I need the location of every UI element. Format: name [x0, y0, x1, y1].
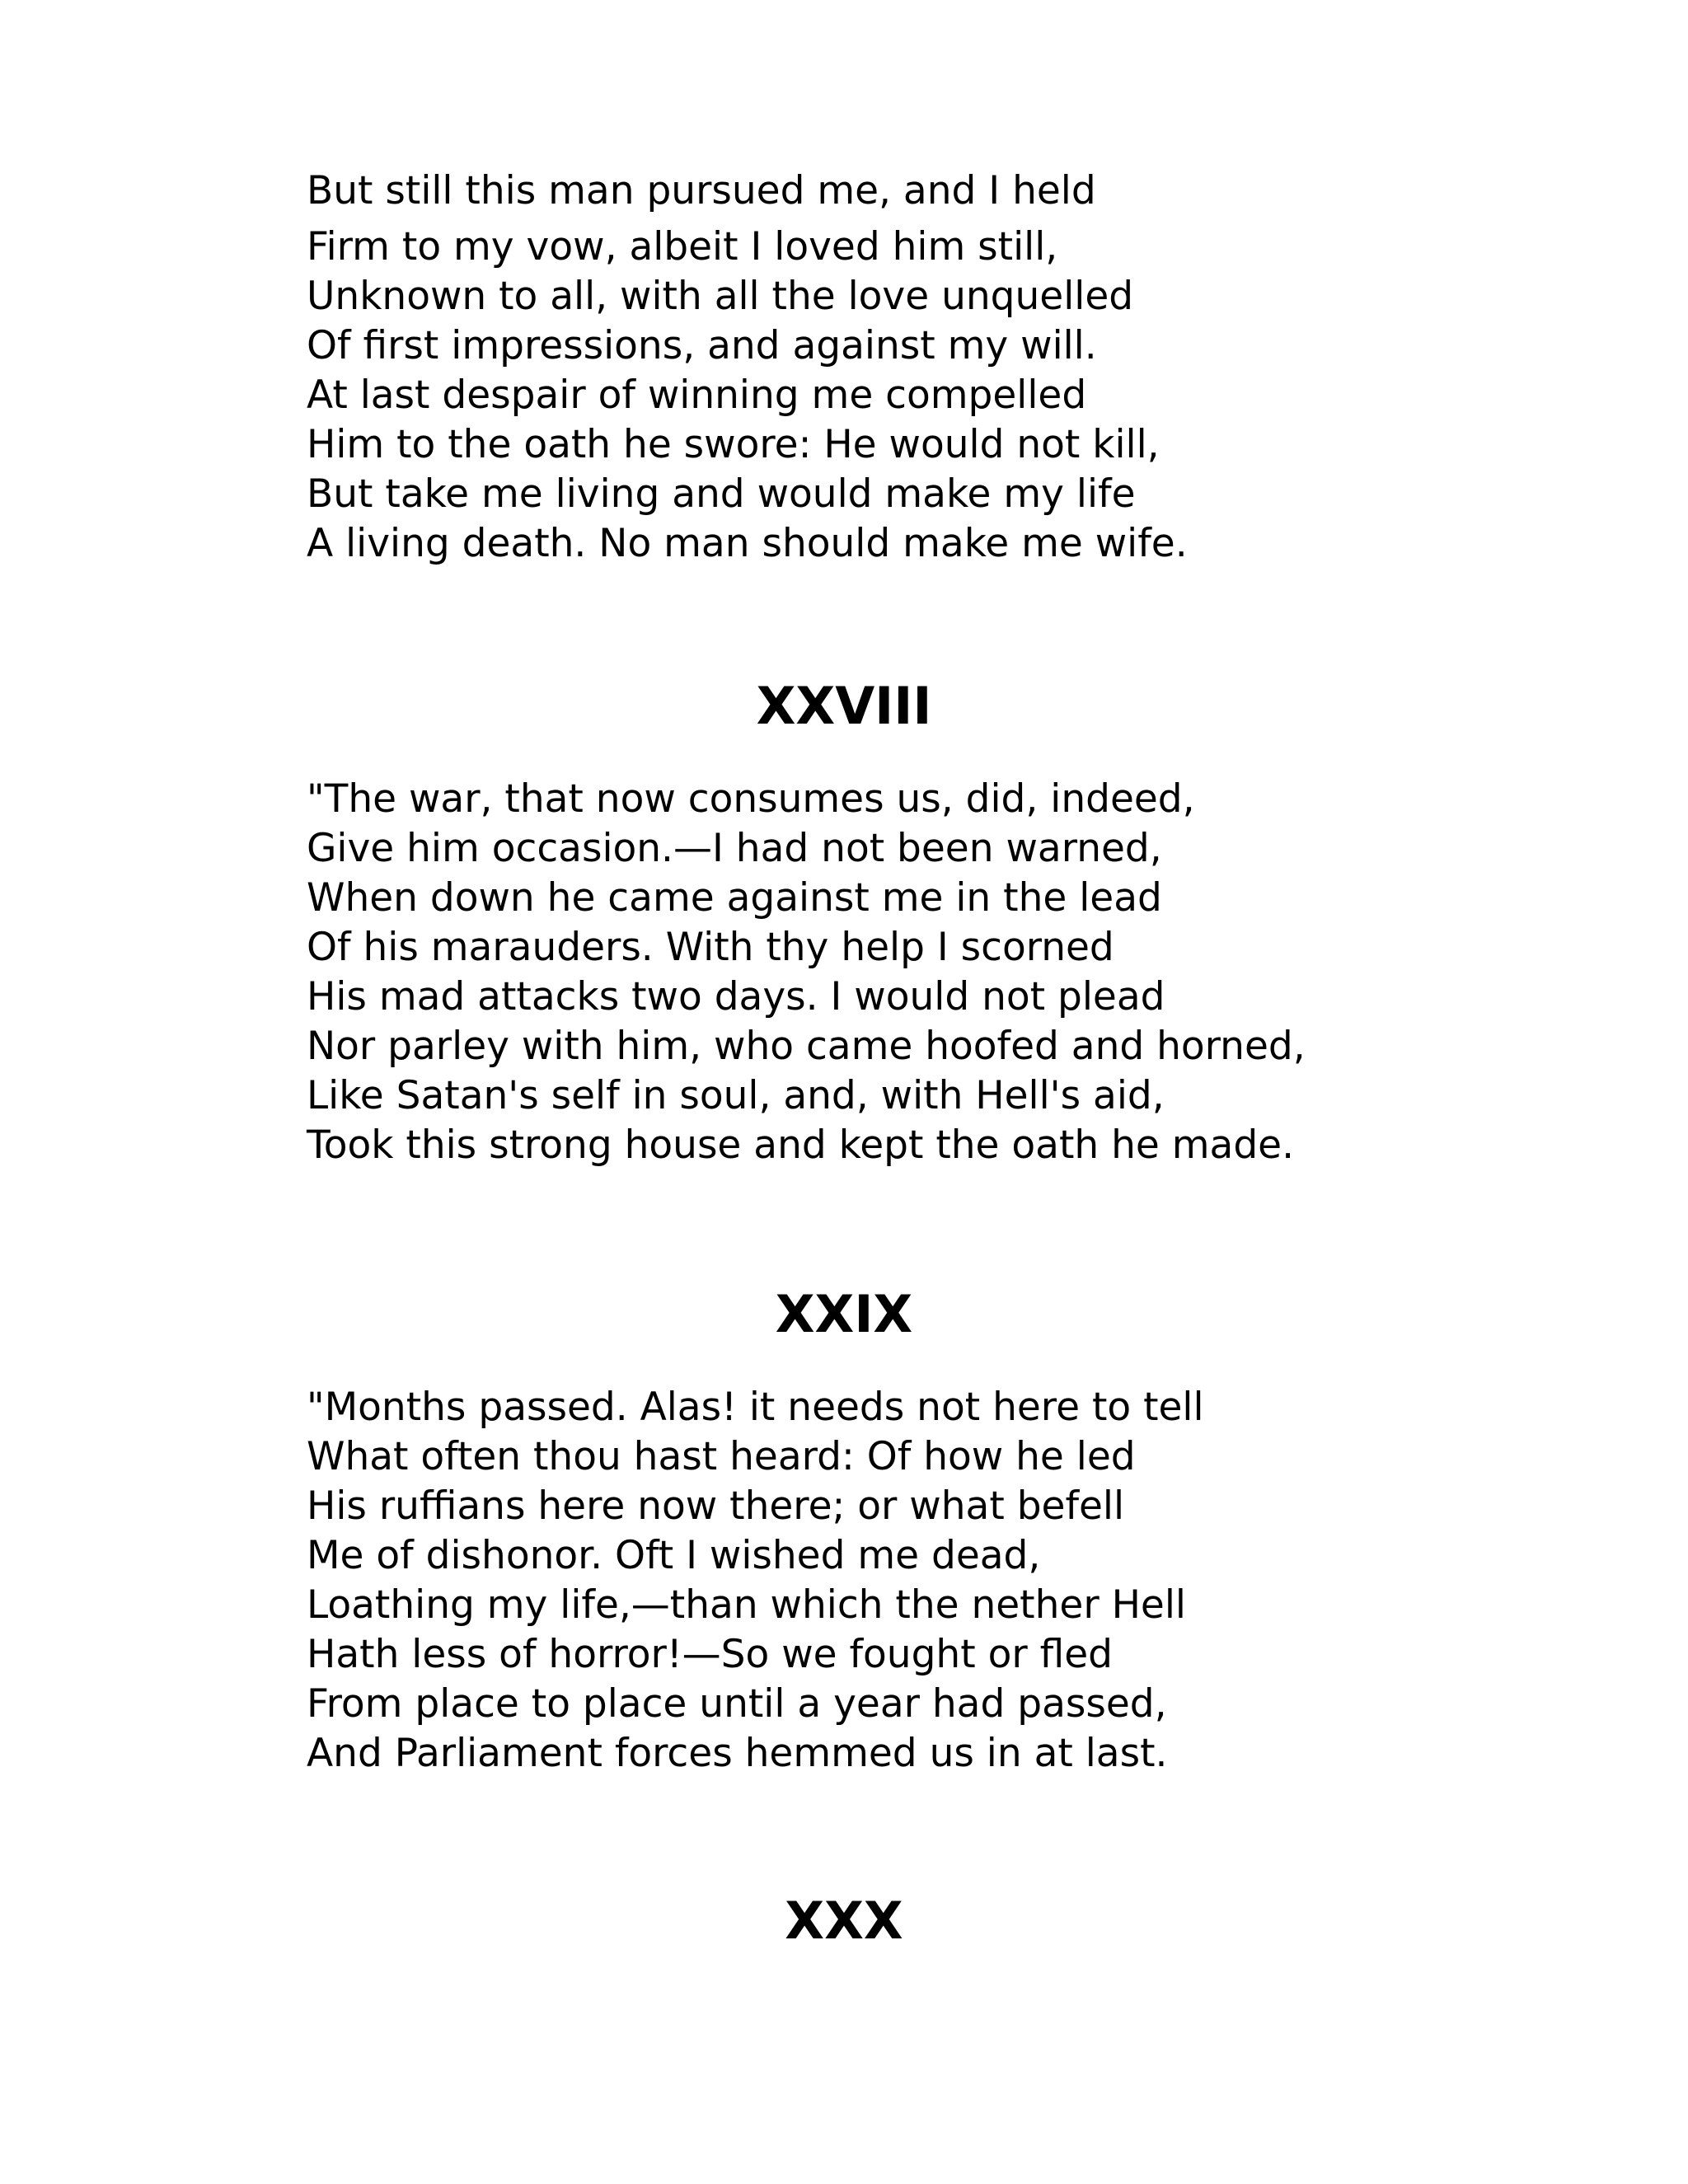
verse-line: Loathing my life,—than which the nether Hell	[307, 1582, 1186, 1628]
stanza-29-body	[307, 1383, 1378, 1779]
verse-line: A living death. No man should make me wife.	[307, 521, 1188, 566]
verse-line: Hath less of horror!—So we fought or fled	[307, 1632, 1113, 1677]
stanza-heading-xxix: XXIX	[775, 1284, 913, 1344]
stanza-28-body	[307, 775, 1378, 1170]
verse-line-partial: But still this man pursued me, and I held	[307, 168, 1096, 213]
verse-line: Took this strong house and kept the oath he made.	[307, 1122, 1295, 1168]
verse-line: At last despair of winning me compelled	[307, 373, 1087, 418]
verse-line: But take me living and would make my life	[307, 471, 1136, 517]
stanza-27-body	[307, 223, 1378, 569]
verse-line: His mad attacks two days. I would not plead	[307, 974, 1165, 1019]
verse-line: Him to the oath he swore: He would not kill,	[307, 422, 1160, 467]
verse-line: Of his marauders. With thy help I scorned	[307, 925, 1114, 970]
verse-line: Of first impressions, and against my will.	[307, 323, 1097, 368]
verse-line: Nor parley with him, who came hoofed and horned,	[307, 1024, 1306, 1069]
verse-line: "Months passed. Alas! it needs not here to tell	[307, 1385, 1204, 1430]
verse-line: Unknown to all, with all the love unquelled	[307, 274, 1134, 319]
verse-line: Give him occasion.—I had not been warned,	[307, 826, 1162, 871]
verse-line: From place to place until a year had passed,	[307, 1681, 1167, 1727]
stanza-heading-xxviii: XXVIII	[756, 676, 932, 736]
verse-line: "The war, that now consumes us, did, indeed,	[307, 776, 1195, 822]
verse-line: Like Satan's self in soul, and, with Hell's aid,	[307, 1073, 1165, 1118]
partial-verse-line-clip	[307, 168, 1378, 216]
verse-line: What often thou hast heard: Of how he led	[307, 1434, 1136, 1479]
verse-line: Firm to my vow, albeit I loved him still,	[307, 224, 1058, 269]
verse-line: His ruffians here now there; or what befell	[307, 1483, 1125, 1529]
verse-line: When down he came against me in the lead	[307, 875, 1162, 921]
verse-line: Me of dishonor. Oft I wished me dead,	[307, 1533, 1041, 1578]
verse-line: And Parliament forces hemmed us in at last.	[307, 1731, 1168, 1776]
stanza-heading-xxx: XXX	[785, 1891, 903, 1951]
